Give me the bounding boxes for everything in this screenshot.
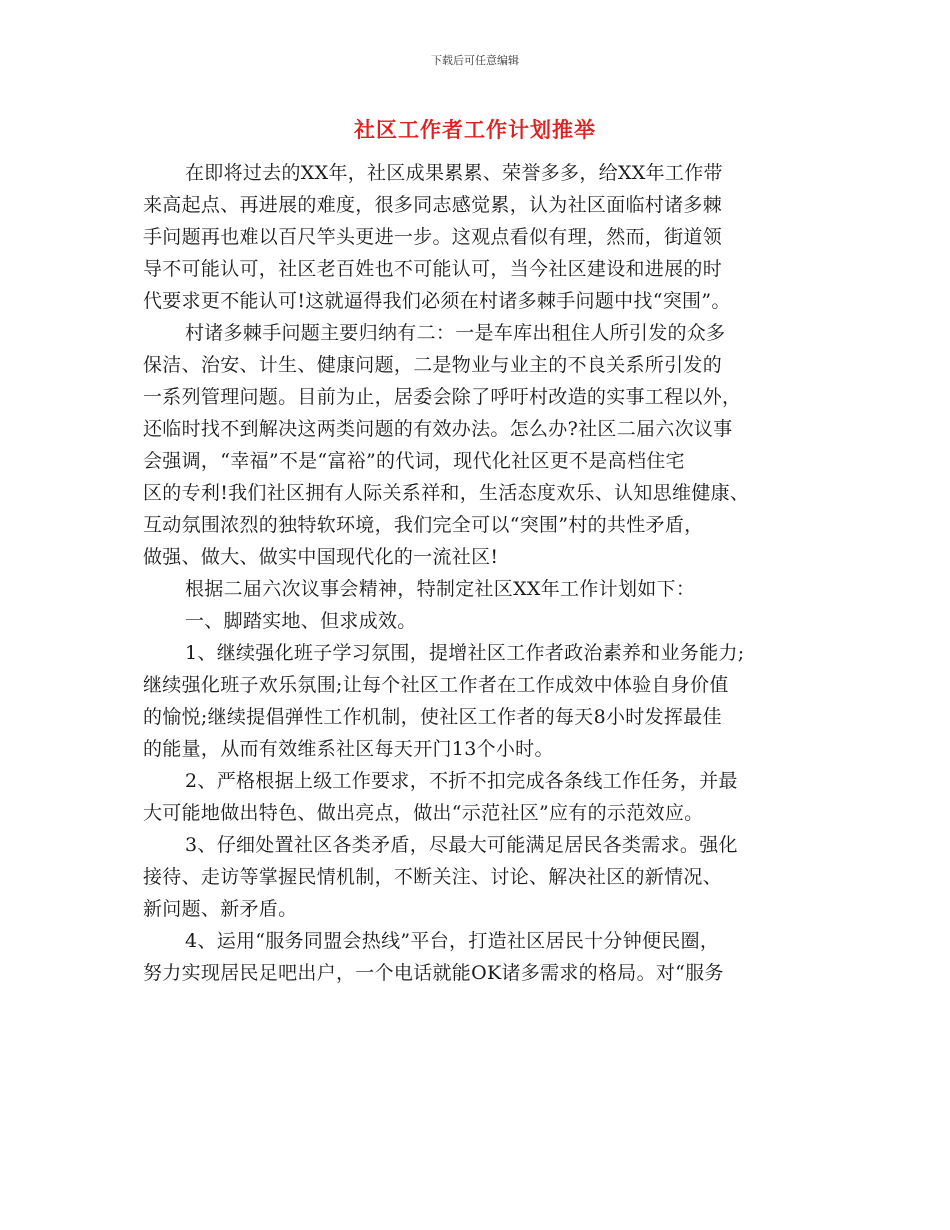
body-line: 继续强化班子欢乐氛围;让每个社区工作者在工作成效中体验自身价值 xyxy=(143,674,729,696)
body-line: 4、运用“服务同盟会热线”平台，打造社区居民十分钟便民圈， xyxy=(185,930,720,952)
section-heading: 一、脚踏实地、但求成效。 xyxy=(185,610,417,632)
body-line: 大可能地做出特色、做出亮点，做出“示范社区”应有的示范效应。 xyxy=(143,802,704,824)
body-line: 还临时找不到解决这两类问题的有效办法。怎么办?社区二届六次议事 xyxy=(143,418,733,440)
header-note: 下载后可任意编辑 xyxy=(431,54,519,67)
body-line: 努力实现居民足吧出户，一个电话就能OK诸多需求的格局。对“服务 xyxy=(143,962,724,984)
body-line: 村诸多棘手问题主要归纳有二：一是车库出租住人所引发的众多 xyxy=(185,322,726,344)
document-body xyxy=(143,157,823,989)
body-line: 接待、走访等掌握民情机制，不断关注、讨论、解决社区的新情况、 xyxy=(143,866,723,888)
body-line: 做强、做大、做实中国现代化的一流社区! xyxy=(143,546,499,568)
body-line: 3、仔细处置社区各类矛盾，尽最大可能满足居民各类需求。强化 xyxy=(185,834,738,856)
body-line: 代要求更不能认可!这就逼得我们必须在村诸多棘手问题中找“突围”。 xyxy=(143,290,731,312)
body-line: 1、继续强化班子学习氛围，提增社区工作者政治素养和业务能力; xyxy=(185,642,745,664)
body-line: 会强调，“幸福”不是“富裕”的代词，现代化社区更不是高档住宅 xyxy=(143,450,685,472)
body-line: 互动氛围浓烈的独特软环境，我们完全可以“突围”村的共性矛盾， xyxy=(143,514,704,536)
body-line: 新问题、新矛盾。 xyxy=(143,898,298,920)
body-line: 一系列管理问题。目前为止，居委会除了呼吁村改造的实事工程以外， xyxy=(143,386,742,408)
body-line: 导不可能认可，社区老百姓也不可能认可，当今社区建设和进展的时 xyxy=(143,258,723,280)
body-line: 的能量，从而有效维系社区每天开门13个小时。 xyxy=(143,738,554,760)
body-line: 保洁、治安、计生、健康问题，二是物业与业主的不良关系所引发的 xyxy=(143,354,723,376)
body-line: 区的专利!我们社区拥有人际关系祥和，生活态度欢乐、认知思维健康、 xyxy=(143,482,750,504)
body-line: 手问题再也难以百尺竿头更进一步。这观点看似有理，然而，街道领 xyxy=(143,226,723,248)
body-line: 根据二届六次议事会精神，特制定社区XX年工作计划如下： xyxy=(185,578,696,600)
body-line: 的愉悦;继续提倡弹性工作机制，使社区工作者的每天8小时发挥最佳 xyxy=(143,706,722,728)
body-line: 2、严格根据上级工作要求，不折不扣完成各条线工作任务，并最 xyxy=(185,770,738,792)
body-line: 来高起点、再进展的难度，很多同志感觉累，认为社区面临村诸多棘 xyxy=(143,194,723,216)
body-line: 在即将过去的XX年，社区成果累累、荣誉多多，给XX年工作带 xyxy=(185,162,723,184)
document-title: 社区工作者工作计划推举 xyxy=(354,118,596,142)
